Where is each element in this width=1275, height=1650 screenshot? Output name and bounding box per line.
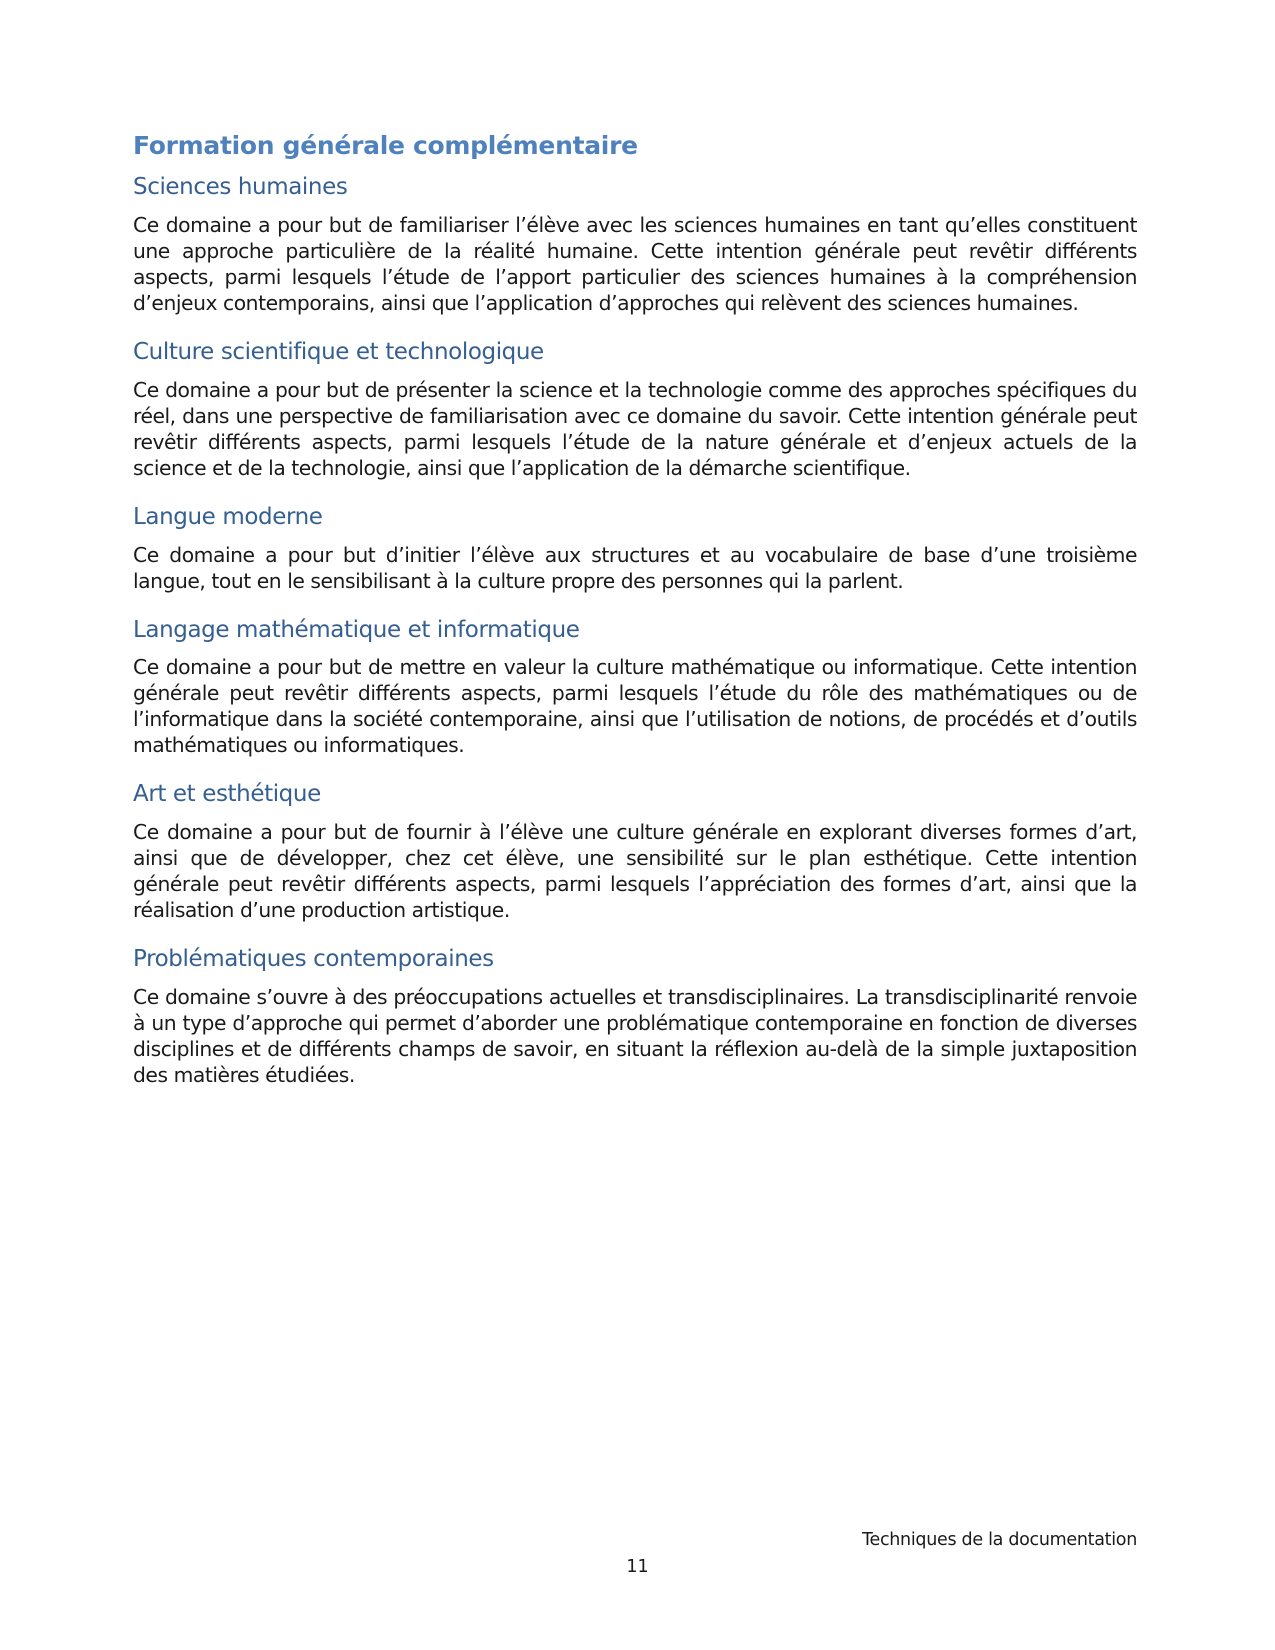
page-content [133,130,1137,1110]
section-culture-scientifique [133,338,1137,481]
section-art-esthetique [133,780,1137,923]
section-sciences-humaines [133,173,1137,316]
section-paragraph: Ce domaine a pour but de familiariser l’élève avec les sciences humaines en tant qu’elles constituent une approche particulière de la réalité humaine. Cette intention générale peut revêtir différents aspects, parmi lesquels l’étude de l’apport particulier des sciences humaines à la compréhension d’enjeux contemporains, ainsi que l’application d’approches qui relèvent des sciences humaines. [133,213,1137,315]
section-heading: Art et esthétique [133,781,321,808]
section-paragraph: Ce domaine a pour but de mettre en valeur la culture mathématique ou informatique. Cette intention générale peut revêtir différents aspects, parmi lesquels l’étude du rôle des mathématiques ou de l’informatique dans la société contemporaine, ainsi que l’utilisation de notions, de procédés et d’outils mathématiques ou informatiques. [133,655,1137,758]
section-langage-mathematique [133,616,1137,759]
section-paragraph: Ce domaine a pour but de présenter la science et la technologie comme des approches spécifiques du réel, dans une perspective de familiarisation avec ce domaine du savoir. Cette intention générale peut revêtir différents aspects, parmi lesquels l’étude de la nature générale et d’enjeux actuels de la science et de la technologie, ainsi que l’application de la démarche scientifique. [133,377,1137,480]
section-heading: Culture scientifique et technologique [133,339,544,365]
section-heading: Langue moderne [133,503,323,530]
section-paragraph: Ce domaine s’ouvre à des préoccupations actuelles et transdisciplinaires. La transdisciplinarité renvoie à un type d’approche qui permet d’aborder une problématique contemporaine en fonction de diverses disciplines et de différents champs de savoir, en situant la réflexion au-delà de la simple juxtaposition des matières étudiées. [133,984,1137,1087]
section-problematiques [133,945,1137,1088]
page-number: 11 [626,1557,649,1577]
page-title: Formation générale complémentaire [133,131,638,160]
section-paragraph: Ce domaine a pour but de fournir à l’élève une culture générale en explorant diverses formes d’art, ainsi que de développer, chez cet élève, une sensibilité sur le plan esthétique. Cette intention générale peut revêtir différents aspects, parmi lesquels l’appréciation des formes d’art, ainsi que la réalisation d’une production artistique. [133,820,1137,922]
section-langue-moderne [133,503,1137,594]
section-heading: Langage mathématique et informatique [133,616,580,643]
footer-document-name: Techniques de la documentation [862,1530,1137,1550]
section-heading: Problématiques contemporaines [133,946,494,972]
section-paragraph: Ce domaine a pour but d’initier l’élève aux structures et au vocabulaire de base d’une troisième langue, tout en le sensibilisant à la culture propre des personnes qui la parlent. [133,542,1137,593]
section-heading: Sciences humaines [133,174,348,201]
